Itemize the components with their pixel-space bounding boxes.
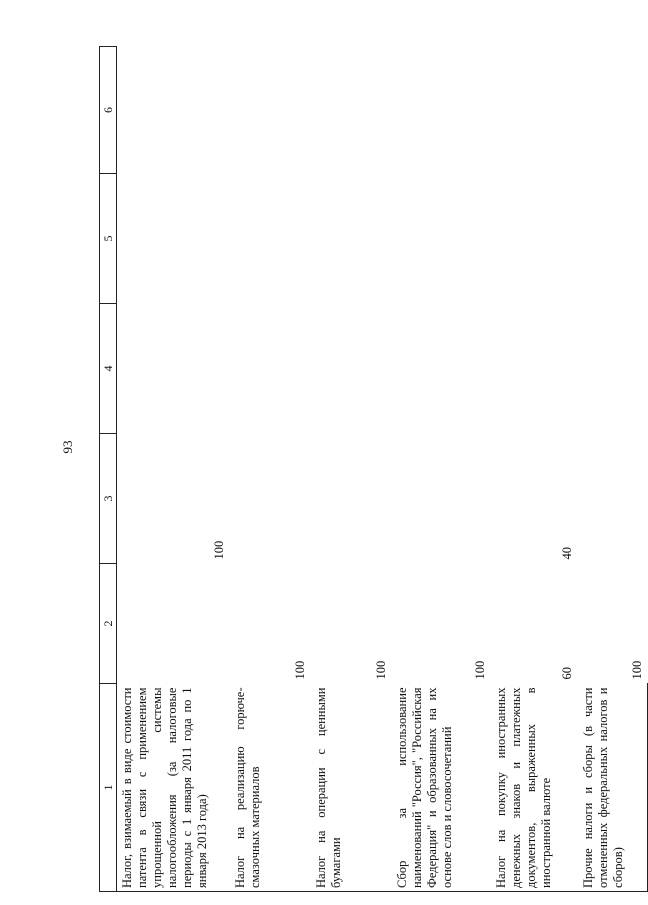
column-header: 5 [100, 174, 117, 304]
value-cell-col5 [230, 174, 311, 304]
value-cell-col6 [311, 47, 392, 174]
value-cell-col6 [578, 47, 648, 174]
column-header: 2 [100, 564, 117, 684]
value-cell-col4 [230, 304, 311, 434]
tax-name-cell: Налог на покупку иностранных денежных знаков и платежных документов, выраженных в иностранной валюте [491, 684, 578, 892]
value-cell-col3: 40 [560, 547, 574, 560]
value-cell-col5 [392, 174, 491, 304]
value-cell-col6 [230, 47, 311, 174]
table-landscape-frame [99, 47, 644, 892]
value-cell-col2: 100 [473, 660, 487, 680]
table-row [311, 47, 392, 892]
value-cell-col2: 100 [629, 660, 644, 680]
table-row [117, 47, 231, 892]
value-cell-col5 [578, 174, 648, 304]
value-cell-col3 [578, 434, 648, 564]
column-header: 6 [100, 47, 117, 174]
tax-name-cell: Прочие налоги и сборы (в части отмененных федеральных налогов и сборов) [578, 684, 648, 892]
value-cell-col6 [117, 47, 231, 174]
column-header: 3 [100, 434, 117, 564]
value-cell-col4 [392, 304, 491, 434]
value-cell-col5 [311, 174, 392, 304]
tax-name-cell: Налог на реализацию горюче-смазочных материалов [230, 684, 311, 892]
table-row [578, 47, 648, 892]
value-cell-col2: 100 [374, 660, 388, 680]
value-cell-col5 [491, 174, 578, 304]
value-cell-col2: 60 [560, 667, 574, 680]
table-row [491, 47, 578, 892]
value-cell-col3 [311, 434, 392, 564]
tax-name-cell: Налог, взимаемый в виде стоимости патента в связи с применением упрощенной системы налогообложения (за налоговые периоды с 1 января 2011 года по 1 января 2013 года) [117, 684, 231, 892]
page-number: 93 [60, 440, 75, 454]
value-cell-col2 [117, 564, 231, 684]
table-row [392, 47, 491, 892]
tax-distribution-table [99, 47, 644, 892]
value-cell-col3: 100 [212, 540, 226, 560]
table [99, 46, 648, 892]
value-cell-col4 [117, 304, 231, 434]
column-header: 1 [100, 684, 117, 892]
value-cell-col6 [392, 47, 491, 174]
value-cell-col4 [311, 304, 392, 434]
column-header: 4 [100, 304, 117, 434]
table-header-row [100, 47, 117, 892]
value-cell-col5 [117, 174, 231, 304]
value-cell-col4 [578, 304, 648, 434]
tax-name-cell: Налог на операции с ценными бумагами [311, 684, 392, 892]
table-row [230, 47, 311, 892]
tax-name-cell: Сбор за использование наименований "Россия", "Российская Федерация" и образованных на их основе слов и словосочетаний [392, 684, 491, 892]
value-cell-col3 [392, 434, 491, 564]
value-cell-col2: 100 [293, 660, 307, 680]
value-cell-col3 [230, 434, 311, 564]
value-cell-col4 [491, 304, 578, 434]
value-cell-col6 [491, 47, 578, 174]
